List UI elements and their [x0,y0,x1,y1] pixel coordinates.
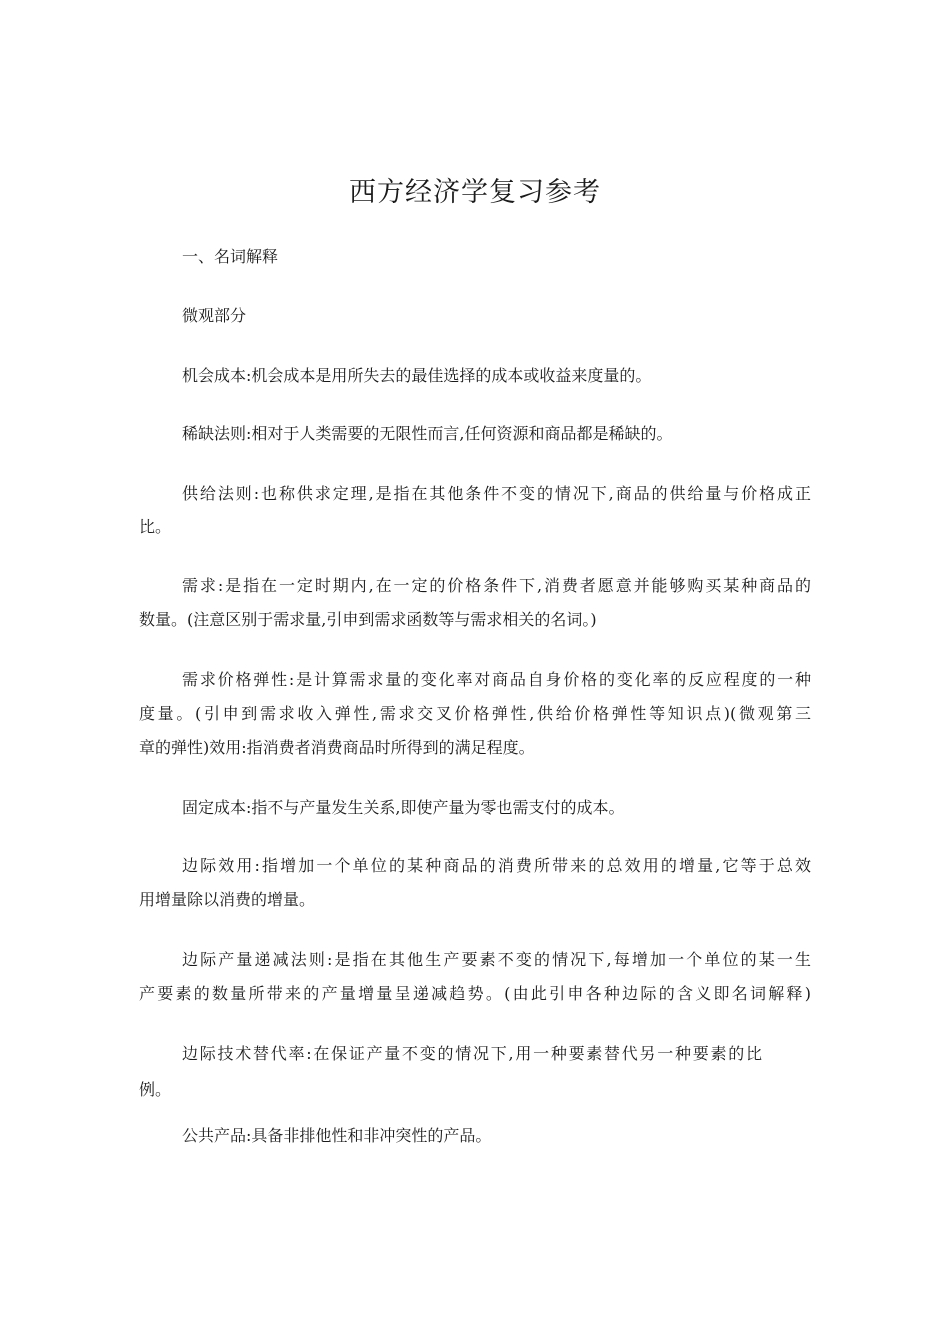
paragraph-line: 度量。(引申到需求收入弹性,需求交叉价格弹性,供给价格弹性等知识点)(微观第三 [139,704,811,723]
paragraph-line: 机会成本:机会成本是用所失去的最佳选择的成本或收益来度量的。 [182,366,652,385]
paragraph-line: 公共产品:具备非排他性和非冲突性的产品。 [182,1126,492,1145]
sub-heading: 微观部分 [182,306,247,325]
paragraph-line: 边际产量递减法则:是指在其他生产要素不变的情况下,每增加一个单位的某一生 [182,950,811,969]
section-heading: 一、名词解释 [182,247,279,266]
paragraph-line: 固定成本:指不与产量发生关系,即使产量为零也需支付的成本。 [182,798,625,817]
paragraph-line: 边际效用:指增加一个单位的某种商品的消费所带来的总效用的增量,它等于总效 [182,856,811,875]
paragraph-line: 边际技术替代率:在保证产量不变的情况下,用一种要素替代另一种要素的比 [182,1044,762,1063]
paragraph-line: 比。 [139,517,172,536]
paragraph-line: 章的弹性)效用:指消费者消费商品时所得到的满足程度。 [139,738,535,757]
paragraph-line: 稀缺法则:相对于人类需要的无限性而言,任何资源和商品都是稀缺的。 [182,424,673,443]
paragraph-line: 需求价格弹性:是计算需求量的变化率对商品自身价格的变化率的反应程度的一种 [182,670,811,689]
paragraph-line: 例。 [139,1080,172,1099]
paragraph-line: 用增量除以消费的增量。 [139,890,316,909]
paragraph-line: 数量。(注意区别于需求量,引申到需求函数等与需求相关的名词。) [139,610,597,629]
paragraph-line: 需求:是指在一定时期内,在一定的价格条件下,消费者愿意并能够购买某种商品的 [182,576,811,595]
document-title: 西方经济学复习参考 [349,177,601,208]
paragraph-line: 供给法则:也称供求定理,是指在其他条件不变的情况下,商品的供给量与价格成正 [182,484,811,503]
paragraph-line: 产要素的数量所带来的产量增量呈递减趋势。(由此引申各种边际的含义即名词解释) [139,984,811,1003]
